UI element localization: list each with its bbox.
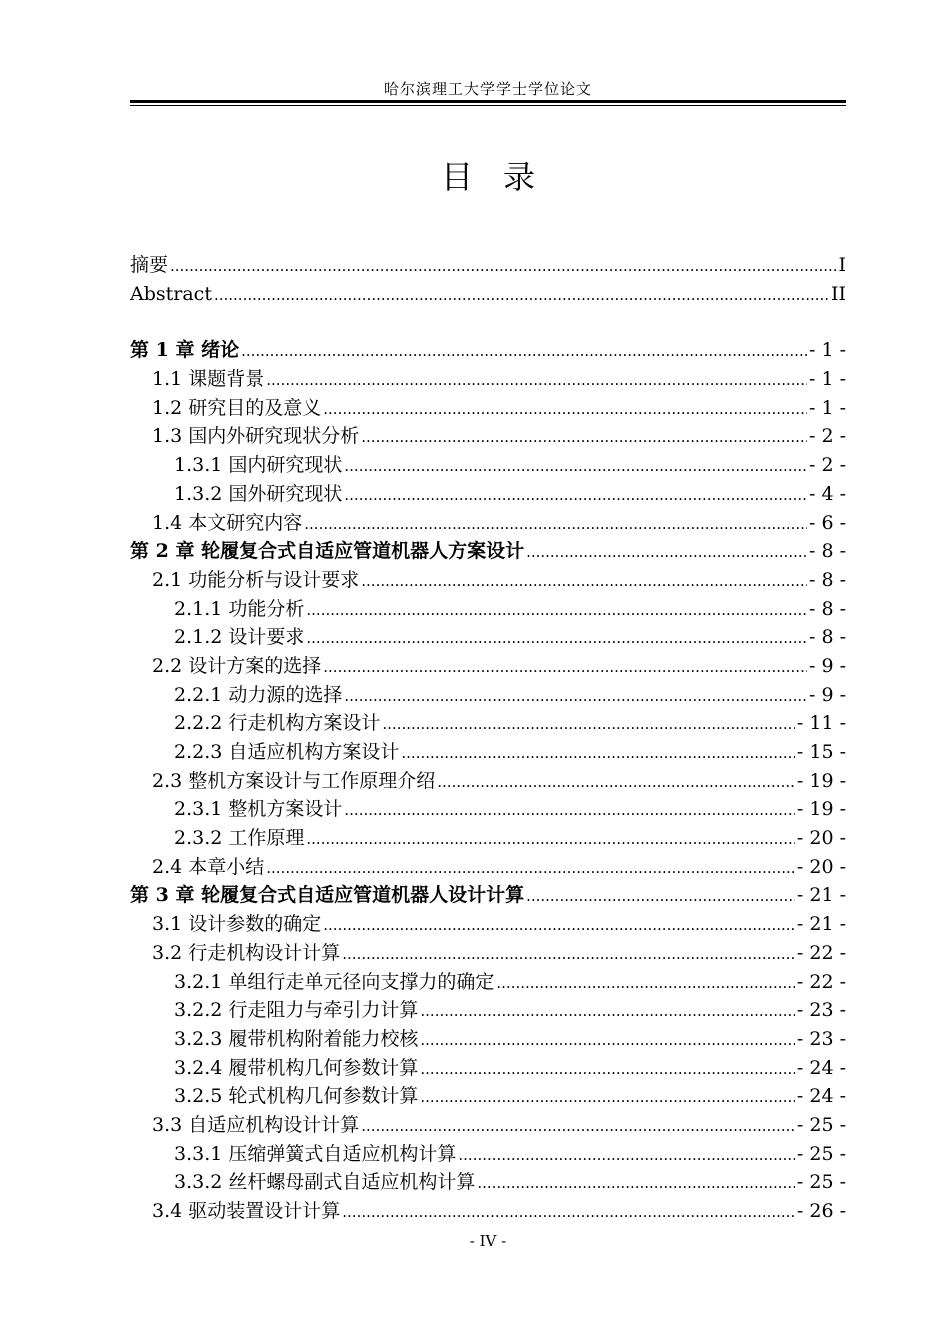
toc-entry-title: 2.2.3 自适应机构方案设计	[174, 741, 400, 763]
toc-entry[interactable]	[130, 451, 846, 480]
dot-leader	[526, 538, 807, 566]
toc-entry-page: - 25 -	[796, 1171, 846, 1194]
dot-leader	[382, 710, 795, 738]
toc-entry-title: 第 2 章 轮履复合式自适应管道机器人方案设计	[130, 540, 525, 563]
running-header: 哈尔滨理工大学学士学位论文	[383, 80, 592, 98]
dot-leader	[241, 337, 807, 365]
toc-entry-title: 2.2.1 动力源的选择	[174, 683, 343, 706]
toc-entry-title: 3.2.4 履带机构几何参数计算	[174, 1056, 419, 1079]
toc-entry[interactable]	[130, 365, 846, 394]
toc-entry-page: - 26 -	[796, 1200, 846, 1222]
toc-entry-page: - 1 -	[808, 396, 846, 419]
toc-entry-page: - 2 -	[808, 454, 846, 477]
toc-entry-title: 3.2.2 行走阻力与牵引力计算	[174, 999, 419, 1022]
toc-entry-page: - 2 -	[808, 425, 846, 448]
dot-leader	[437, 768, 795, 796]
page-number: - IV -	[469, 1232, 507, 1250]
toc-entry-page: - 8 -	[808, 540, 846, 563]
toc-entry-title: 2.4 本章小结	[152, 855, 265, 878]
dot-leader	[344, 796, 795, 824]
toc-entry[interactable]	[130, 480, 846, 509]
dot-leader	[342, 940, 795, 968]
toc-entry-title: 第 3 章 轮履复合式自适应管道机器人设计计算	[130, 884, 525, 907]
dot-leader	[323, 653, 807, 681]
dot-leader	[306, 596, 807, 624]
toc-entry[interactable]	[130, 1054, 846, 1083]
toc-entry-page: - 19 -	[796, 798, 846, 821]
dot-leader	[342, 1198, 795, 1226]
toc-entry[interactable]	[130, 280, 846, 309]
dot-leader	[214, 281, 829, 309]
dot-leader	[477, 1169, 795, 1197]
toc-entry-page: - 23 -	[796, 999, 846, 1022]
toc-entry-title: 3.2 行走机构设计计算	[152, 941, 341, 964]
toc-entry-title: 2.3.2 工作原理	[174, 827, 305, 850]
toc-entry-title: 3.2.3 履带机构附着能力校核	[174, 1027, 419, 1050]
toc-entry[interactable]	[130, 623, 846, 652]
dot-leader	[420, 997, 795, 1025]
toc-entry-page: - 8 -	[808, 597, 846, 620]
dot-leader	[496, 969, 795, 997]
toc-entry-page: - 22 -	[796, 970, 846, 993]
dot-leader	[361, 1112, 795, 1140]
dot-leader	[420, 1055, 795, 1083]
toc-entry-title: 第 1 章 绪论	[130, 339, 240, 362]
toc-entry-page: - 24 -	[796, 1056, 846, 1079]
toc-entry-title: 3.2.1 单组行走单元径向支撑力的确定	[174, 970, 495, 993]
toc-entry-page: - 9 -	[808, 683, 846, 706]
toc-entry-title: 2.1.1 功能分析	[174, 597, 305, 620]
toc-entry-page: - 20 -	[796, 855, 846, 878]
dot-leader	[306, 825, 795, 853]
toc-entry[interactable]	[130, 1140, 846, 1169]
dot-leader	[323, 911, 795, 939]
toc-entry[interactable]	[130, 996, 846, 1025]
toc-entry-title: 2.1 功能分析与设计要求	[152, 568, 360, 591]
toc-entry-title: 3.3.2 丝杆螺母副式自适应机构计算	[174, 1171, 476, 1194]
toc-entry[interactable]	[130, 537, 846, 566]
toc-entry-title: 摘要	[130, 254, 169, 276]
toc-entry[interactable]	[130, 795, 846, 824]
toc-entry-page: - 21 -	[796, 884, 846, 907]
toc-entry-page: - 6 -	[808, 511, 846, 534]
toc-entry-page: - 25 -	[796, 1113, 846, 1136]
toc-entry[interactable]	[130, 509, 846, 538]
toc-entry-page: - 22 -	[796, 941, 846, 964]
toc-entry-page: - 21 -	[796, 913, 846, 936]
dot-leader	[420, 1026, 795, 1054]
toc-entry[interactable]	[130, 709, 846, 738]
toc-entry-title: 1.4 本文研究内容	[152, 511, 303, 534]
dot-leader	[306, 624, 807, 652]
toc-entry-page: I	[838, 254, 846, 276]
toc-entry-title: 1.2 研究目的及意义	[152, 396, 322, 419]
toc-entry-page: - 9 -	[808, 654, 846, 677]
toc-entry[interactable]	[130, 910, 846, 939]
toc-entry-title: 2.3 整机方案设计与工作原理介绍	[152, 769, 436, 792]
toc-entry[interactable]	[130, 939, 846, 968]
toc-entry[interactable]	[130, 336, 846, 365]
toc-entry-page: - 4 -	[808, 482, 846, 505]
toc-entry-page: - 11 -	[796, 712, 846, 735]
toc-entry[interactable]	[130, 1082, 846, 1111]
front-matter-list	[130, 251, 846, 308]
dot-leader	[361, 423, 807, 451]
toc-entry[interactable]	[130, 681, 846, 710]
toc-entry[interactable]	[130, 251, 846, 280]
toc-entry-title: 3.1 设计参数的确定	[152, 913, 322, 936]
toc-entry-page: - 8 -	[808, 626, 846, 649]
toc-entry[interactable]	[130, 767, 846, 796]
toc-entry-title: 2.2.2 行走机构方案设计	[174, 712, 381, 735]
toc-entry-title: 2.1.2 设计要求	[174, 626, 305, 649]
dot-leader	[458, 1141, 795, 1169]
toc-entry-page: - 15 -	[796, 741, 846, 763]
toc-entry[interactable]	[130, 652, 846, 681]
toc-entry[interactable]	[130, 853, 846, 882]
toc-entry-page: II	[830, 282, 846, 305]
toc-entry-page: - 24 -	[796, 1085, 846, 1108]
dot-leader	[344, 481, 807, 509]
section-gap	[130, 308, 846, 336]
dot-leader	[266, 366, 807, 394]
toc-entry-page: - 8 -	[808, 568, 846, 591]
toc-entry[interactable]	[130, 1111, 846, 1140]
toc-entry-page: - 25 -	[796, 1142, 846, 1165]
toc-entry[interactable]	[130, 968, 846, 997]
dot-leader	[420, 1083, 795, 1111]
toc-entry-title: 3.3.1 压缩弹簧式自适应机构计算	[174, 1142, 457, 1165]
toc-entry[interactable]	[130, 1197, 846, 1226]
toc-entry-title: 2.3.1 整机方案设计	[174, 798, 343, 821]
header-rule-thin	[130, 105, 846, 106]
toc-entry[interactable]	[130, 595, 846, 624]
page-title: 目录	[440, 158, 565, 196]
toc-entry[interactable]	[130, 824, 846, 853]
dot-leader	[304, 510, 807, 538]
toc-entry-title: 1.3.2 国外研究现状	[174, 482, 343, 505]
dot-leader	[401, 739, 795, 767]
toc-entry-page: - 20 -	[796, 827, 846, 850]
toc-entry-title: 2.2 设计方案的选择	[152, 654, 322, 677]
toc-entry-title: 3.3 自适应机构设计计算	[152, 1113, 360, 1136]
dot-leader	[344, 452, 807, 480]
dot-leader	[526, 882, 795, 910]
dot-leader	[266, 854, 795, 882]
toc-entry-title: Abstract	[130, 282, 212, 305]
toc-entry[interactable]	[130, 881, 846, 910]
header-rule-thick	[130, 100, 846, 103]
dot-leader	[344, 682, 807, 710]
toc-entry-title: 3.2.5 轮式机构几何参数计算	[174, 1085, 419, 1108]
chapter-list	[130, 336, 846, 1225]
toc-entry-title: 1.1 课题背景	[152, 368, 265, 391]
toc-entry[interactable]	[130, 1025, 846, 1054]
toc-entry-page: - 23 -	[796, 1027, 846, 1050]
dot-leader	[361, 567, 807, 595]
toc-entry[interactable]	[130, 422, 846, 451]
toc-entry-title: 1.3.1 国内研究现状	[174, 454, 343, 477]
toc-entry-page: - 1 -	[808, 368, 846, 391]
toc-entry-page: - 1 -	[808, 339, 846, 362]
toc-entry-title: 1.3 国内外研究现状分析	[152, 425, 360, 448]
dot-leader	[170, 252, 836, 280]
dot-leader	[323, 395, 807, 423]
table-of-contents	[130, 251, 846, 1226]
toc-entry-title: 3.4 驱动装置设计计算	[152, 1200, 341, 1222]
toc-entry[interactable]	[130, 394, 846, 423]
toc-entry-page: - 19 -	[796, 769, 846, 792]
toc-entry[interactable]	[130, 738, 846, 767]
toc-entry[interactable]	[130, 566, 846, 595]
toc-entry[interactable]	[130, 1168, 846, 1197]
